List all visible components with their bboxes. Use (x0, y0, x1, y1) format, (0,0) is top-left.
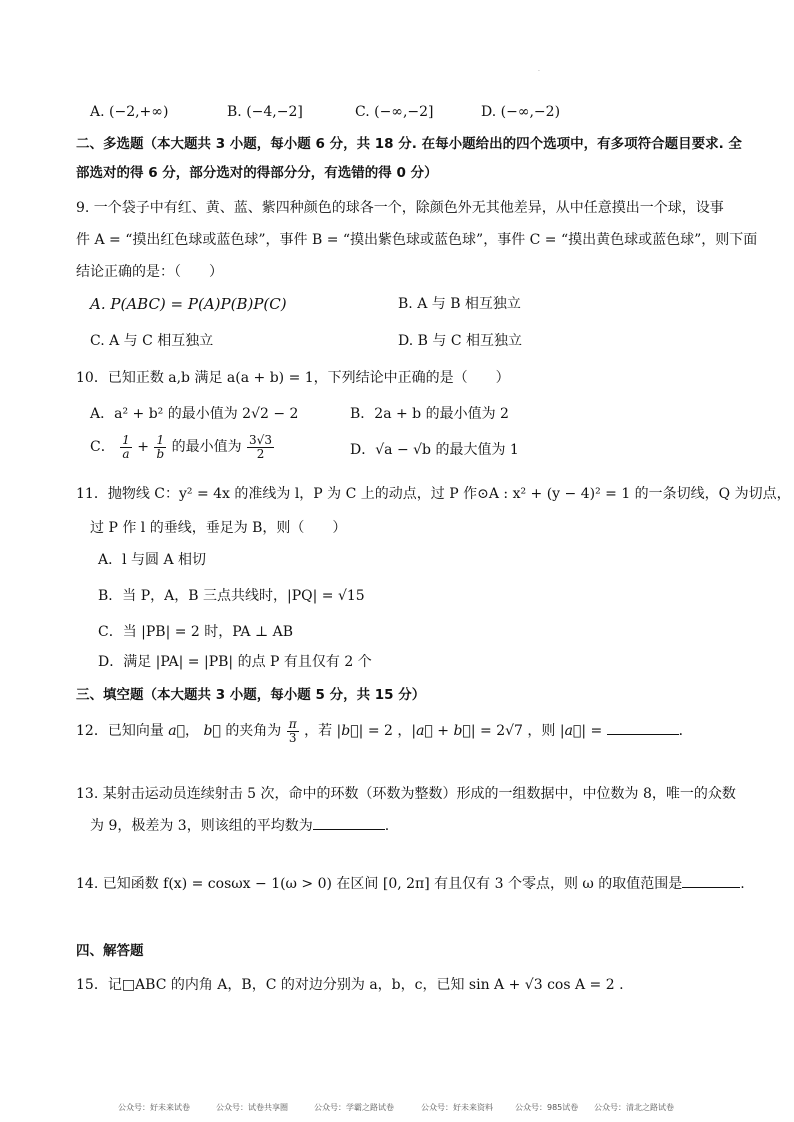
q11-option-b: B．当 P，A，B 三点共线时，|PQ| = √15 (98, 588, 365, 604)
q13-stem-line2-text: 为 9，极差为 3，则该组的平均数为 (90, 818, 313, 834)
q9-stem-line2: 件 A = “摸出红色球或蓝色球”，事件 B = “摸出紫色球或蓝色球”，事件 C = “摸出黄色球或蓝色球”，则下面 (76, 232, 758, 248)
footer-item: 公众号：清北之路试卷 (594, 1103, 674, 1112)
page-mark: . (538, 66, 540, 73)
q11-option-c: C．当 |PB| = 2 时，PA ⊥ AB (98, 624, 294, 640)
footer-item: 公众号：好未来试卷 (118, 1103, 190, 1112)
q9-option-d: D. B 与 C 相互独立 (398, 333, 522, 349)
q10-option-c-label: C． (90, 439, 115, 455)
q12-end: ． (678, 723, 693, 739)
q11-option-a: A．l 与圆 A 相切 (98, 552, 207, 568)
q12-answer-blank[interactable] (607, 720, 679, 735)
q14-stem (76, 873, 745, 894)
q13-answer-blank[interactable] (313, 815, 385, 830)
section2-heading-line2: 部选对的得 6 分，部分选对的得部分分，有选错的得 0 分） (76, 165, 438, 181)
q14-answer-blank[interactable] (682, 873, 740, 888)
q9-option-b: B. A 与 B 相互独立 (398, 296, 521, 312)
q11-stem-line2: 过 P 作 l 的垂线，垂足为 B，则（ ） (90, 520, 347, 536)
footer-item: 公众号：试卷共享圈 (216, 1103, 288, 1112)
q10-option-a: A．a² + b² 的最小值为 2√2 − 2 (90, 406, 299, 422)
q10-option-c: C． $\frac{1}{a}$ + $\frac{1}{b}$ 的最小值为 $\frac{3√3}{2}$ (90, 432, 272, 461)
q13-stem-line1: 13. 某射击运动员连续射击 5 次，命中的环数（环数为整数）形成的一组数据中，中位数为 8，唯一的众数 (76, 786, 736, 802)
q10-option-c-text: 的最小值为 (171, 439, 242, 455)
q10-option-b: B．2a + b 的最小值为 2 (350, 406, 509, 422)
fraction-pi-over-3: $\frac{\pi}{3}$ (288, 716, 297, 745)
section4-heading: 四、解答题 (76, 943, 144, 959)
fraction-1-over-b: $\frac{1}{b}$ (156, 432, 165, 461)
q14-end: . (740, 876, 745, 892)
q9-stem-line3: 结论正确的是：（ ） (76, 264, 223, 280)
q10-stem: 10．已知正数 a,b 满足 a(a + b) = 1，下列结论中正确的是（ ） (76, 370, 510, 386)
q10-option-d: D．√a − √b 的最大值为 1 (350, 442, 519, 458)
q9-stem-line1: 9. 一个袋子中有红、黄、蓝、紫四种颜色的球各一个，除颜色外无其他差异，从中任意摸出一个球，设事 (76, 200, 724, 216)
q8-option-a: A. (−2,+∞) (90, 104, 169, 120)
q14-stem-text: 14. 已知函数 f(x) = cosωx − 1(ω > 0) 在区间 [0, 2π] 有且仅有 3 个零点，则 ω 的取值范围是 (76, 876, 683, 892)
q12-stem: 12．已知向量 a⃗， b⃗ 的夹角为 $\frac{\pi}{3}$ ，若 |b⃗| = 2 ，|a⃗ + b⃗| = 2√7 ，则 |a⃗| = ． (76, 716, 693, 745)
section3-heading: 三、填空题（本大题共 3 小题，每小题 5 分，共 15 分） (76, 687, 426, 703)
q12-condition-text: ，若 (304, 723, 333, 739)
footer-item: 公众号：学霸之路试卷 (314, 1103, 394, 1112)
q13-end: . (384, 818, 390, 834)
q12-angle-text: 的夹角为 (225, 723, 282, 739)
q9-option-a: A. P(ABC) = P(A)P(B)P(C) (90, 295, 287, 313)
q12-stem-start: 12．已知向量 (76, 723, 164, 739)
q12-separator: ， (185, 723, 200, 739)
section2-heading-line1: 二、多选题（本大题共 3 小题，每小题 6 分，共 18 分. 在每小题给出的四个选项中，有多项符合题目要求. 全 (76, 136, 742, 152)
q11-option-d: D．满足 |PA| = |PB| 的点 P 有且仅有 2 个 (98, 654, 372, 670)
q8-option-b: B. (−4,−2] (227, 104, 303, 120)
fraction-3root3-over-2: $\frac{3√3}{2}$ (249, 432, 272, 461)
q11-stem-line1: 11．抛物线 C：y² = 4x 的准线为 l，P 为 C 上的动点，过 P 作⊙A : x² + (y − 4)² = 1 的一条切线，Q 为切点， (76, 486, 791, 502)
q8-option-c: C. (−∞,−2] (355, 104, 434, 120)
fraction-1-over-a: $\frac{1}{a}$ (122, 432, 130, 461)
q9-option-c: C. A 与 C 相互独立 (90, 333, 214, 349)
q13-stem-line2 (90, 815, 389, 836)
footer-item: 公众号：好未来资料 (421, 1103, 493, 1112)
q15-stem: 15．记□ABC 的内角 A，B，C 的对边分别为 a，b，c，已知 sin A + √3 cos A = 2 . (76, 977, 624, 993)
q12-then-text: ，则 (527, 723, 556, 739)
q8-option-d: D. (−∞,−2) (481, 104, 561, 120)
footer-item: 公众号：985试卷 (515, 1103, 579, 1112)
